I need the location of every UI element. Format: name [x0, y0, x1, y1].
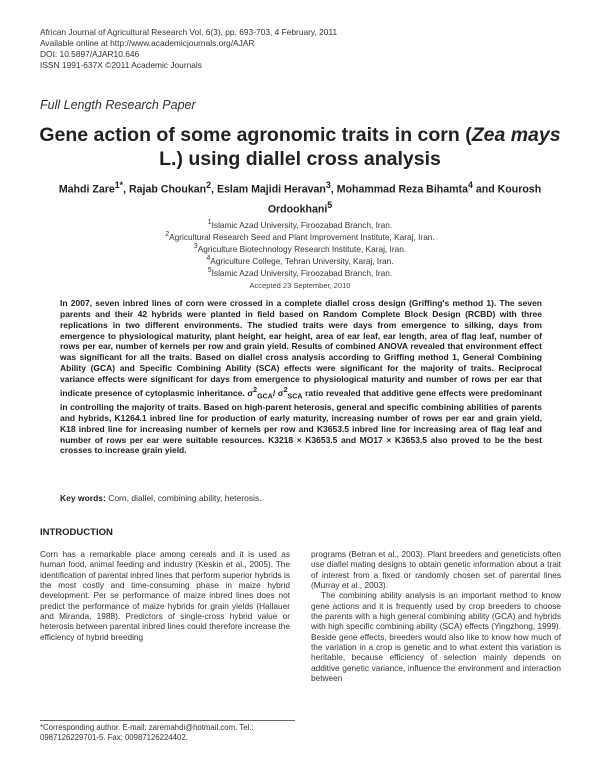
title-part-2: L.) using diallel cross analysis [159, 148, 441, 170]
affiliation-sup: 1 [207, 219, 212, 226]
affiliation-item [40, 242, 560, 254]
author-sep: , [123, 183, 129, 196]
body-column-left [40, 549, 290, 642]
affiliation-text: Agricultural Research Seed and Plant Improvement Institute, Karaj, Iran. [169, 231, 435, 242]
author-sup: 5 [327, 199, 333, 210]
author-sep: and [472, 183, 498, 196]
keywords-label: Key words: [60, 493, 106, 503]
abstract-sup: 2 [283, 385, 288, 394]
affiliation-sup: 2 [165, 231, 170, 239]
keywords-text: Corn, diallel, combining ability, heterosis. [105, 493, 262, 503]
affiliation-list [40, 218, 560, 278]
affiliation-item [40, 218, 560, 230]
keywords [60, 493, 542, 503]
abstract [60, 298, 542, 456]
author-sup: 3 [325, 180, 331, 190]
journal-doi: DOI: 10.5897/AJAR10.646 [40, 49, 140, 59]
author-sup: 1* [114, 180, 124, 190]
affiliation-sup: 4 [206, 255, 211, 263]
article-type: Full Length Research Paper [40, 98, 196, 112]
abstract-text: ratio revealed that additive gene effects were predominant in controlling the majority of traits. Based on high-parent heterosis, general and specific combining abilities of parents and hybrids, K1264.1 inbred line for production of early maturity, increasing number of rows per ear and grain yield, K18 inbred line for increasing number of kernels per row and K3653.5 inbred line for increasing area of flag leaf and number of rows per ear were suitable resources. K3218 × K3653.5 and MO17 × K3653.5 also proved to be the best crosses to increase grain yield. [60, 387, 542, 456]
affiliation-sup: 3 [193, 243, 198, 251]
author-name: Rajab Choukan [129, 183, 207, 196]
author-sep: , [330, 183, 337, 196]
accepted-date: Accepted 23 September, 2010 [249, 281, 351, 290]
affiliation-text: Agriculture Biotechnology Research Institute, Karaj, Iran. [197, 243, 407, 254]
abstract-sup: 2 [253, 385, 258, 394]
affiliation-sup: 5 [207, 267, 212, 275]
footnote-divider [40, 720, 295, 721]
journal-url: Available online at http://www.academicjournals.org/AJAR [40, 38, 255, 48]
body-column-right [311, 549, 561, 683]
author-sep: , [211, 183, 217, 196]
journal-citation: African Journal of Agricultural Research Vol. 6(3), pp. 693-703, 4 February, 2011 [40, 27, 338, 37]
abstract-sub: GCA [257, 392, 273, 401]
affiliation-text: Agriculture College, Tehran University, Karaj, Iran. [210, 255, 394, 266]
section-heading-introduction: INTRODUCTION [40, 527, 113, 538]
author-name: Mahdi Zare [58, 183, 115, 196]
paper-title [30, 123, 570, 171]
abstract-text: / σ [272, 387, 284, 398]
affiliation-text: Islamic Azad University, Firoozabad Branch, Iran. [211, 268, 393, 279]
title-part-1: Gene action of some agronomic traits in corn ( [39, 124, 472, 146]
body-paragraph: programs (Betran et al., 2003). Plant breeders and geneticists often use diallel mating designs to obtain genetic information about a trait of interest from a fixed or randomly chosen set of parental lines (Murray et al., 2003). [311, 549, 561, 591]
affiliation-item [40, 230, 560, 242]
affiliation-item [40, 266, 560, 278]
journal-info [40, 27, 337, 71]
body-paragraph: The combining ability analysis is an important method to know gene actions and it is frequently used by crop breeders to choose the parents with a high general combining ability (GCA) and hybrids with high specific combining ability (SCA) effects (Yingzhong, 1999). Beside gene effects, breeders would also like to know how much of the variation in a crop is genetic and to what extent this variation is heritable, because efficiency of selection mainly depends on additive genetic variance, influence the environment and interaction between [311, 590, 561, 684]
author-name: Eslam Majidi Heravan [216, 183, 326, 196]
journal-issn: ISSN 1991-637X ©2011 Academic Journals [40, 60, 202, 70]
author-sup: 2 [206, 180, 212, 190]
author-list [40, 178, 560, 217]
affiliation-item [40, 254, 560, 266]
body-paragraph: Corn has a remarkable place among cereals and it is used as human food, animal feeding and industry (Keskin et al., 2005). The identification of parental inbred lines that perform superior hybrids is the most costly and time-consuming phase in maize hybrid development. Per se performance of maize inbred lines does not predict the performance of maize hybrids for grain yields (Hallauer and Miranda, 1988). Predictors of single-cross hybrid value or heterosis between parental inbred lines could therefore increase the efficiency of hybrid breeding [40, 549, 290, 642]
author-sup: 4 [467, 180, 473, 190]
abstract-sub: SCA [287, 392, 303, 401]
author-name: Mohammad Reza Bihamta [336, 183, 468, 196]
corresponding-author-footnote: *Corresponding author. E-mail: zaremahdi@hotmail.com. Tel.: 0987126229701-5. Fax: 00987126224402. [40, 723, 254, 742]
title-species: Zea mays [471, 124, 561, 146]
author-name: Kourosh Ordookhani [267, 183, 542, 216]
affiliation-text: Islamic Azad University, Firoozabad Branch, Iran. [211, 219, 393, 230]
abstract-text: In 2007, seven inbred lines of corn were crossed in a complete diallel cross design (Griffing's method 1). The seven parents and their 42 hybrids were planted in field based on Random Complete Block Design (RCBD) with three replications in two different environments. The studied traits were days from emergence to silking, days from emergence to physiological maturity, plant height, ear height, area of ear leaf, ear length, area of flag leaf, number of rows per ear, number of kernels per row and grain yield. Results of combined ANOVA revealed that environment effect was significant for all the traits. Based on diallel cross analysis according to Griffing method 1, General Combining Ability (GCA) and Specific Combining Ability (SCA) effects were significant for the majority of traits. Reciprocal variance effects were significant for days from emergence to physiological maturity and number of rows per ear that indicate presence of cytoplasmic inheritance. σ [60, 298, 542, 398]
